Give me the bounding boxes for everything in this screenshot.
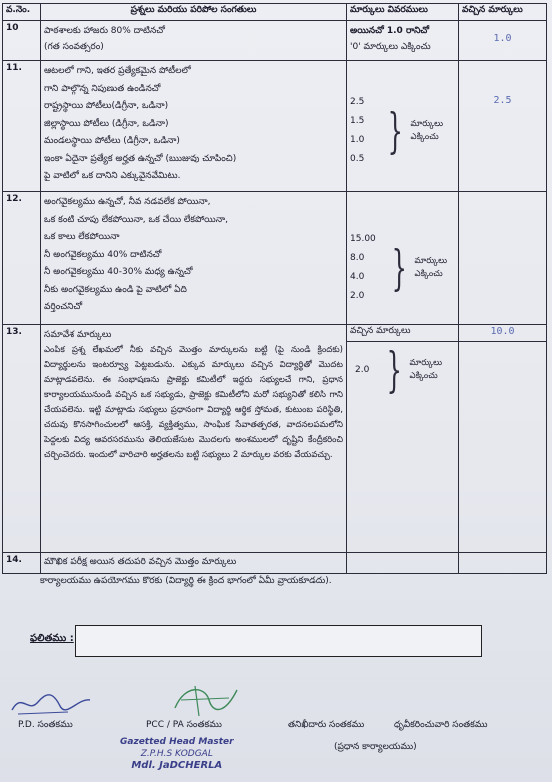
question-line: గాని పాల్గొన్న నిపుణుత ఉండినచో [44,83,161,94]
marks-value: 15.00 [350,234,376,244]
stamp-line: Z.P.H.S KODGAL [140,749,213,759]
marks-value: 0.5 [350,154,365,164]
row-question [41,553,347,574]
verifier-signature-label: తనిఖీదారు సంతకము [288,720,365,730]
section-title: సమావేశ మార్కులు [44,330,112,340]
question-line: ఒక కంటి చూపు లేకపోయినా, ఒక చేయి లేకపోయినా, [44,214,228,225]
marks-group [350,230,455,306]
head-master-stamp [120,736,234,772]
approver-signature-label: ధృవీకరించువారి సంతకము [394,720,488,730]
header-question: ప్రశ్నలు మరియు పరిపోల సంగతులు [41,4,347,21]
marks-line: '0' మార్కులు ఎక్కించు [350,42,431,52]
marks-detail [347,21,459,61]
awarded-cell [459,192,547,325]
question-line: జిల్లాస్థాయి పోటీలు (డిగ్రీనా, ఒడినా) [44,118,169,129]
header-awarded: వచ్చిన మార్కులు [459,4,547,21]
question-line: (గత సంవత్సరం) [44,42,104,52]
marks-subheader: వచ్చిన మార్కులు [347,325,458,342]
marks-value: 8.0 [350,253,365,263]
question-line: ఒక కాలు లేకపోయినా [44,232,120,242]
question-line: రాష్ట్రస్థాయి పోటీలు(డిగ్రీనా, ఒడినా) [44,101,169,111]
marks-value: 4.0 [350,272,365,282]
stamp-line: Gazetted Head Master [120,737,234,747]
question-line: మౌఖిక పరీక్ష అయిన తదుపరి వచ్చిన మొత్తం మార్కులు [44,557,237,567]
awarded-cell [459,325,547,553]
marks-label: ఎక్కించు [410,132,439,142]
marks-group [350,93,455,169]
pd-signature-label: P.D. సంతకము [18,720,73,730]
marks-label: మార్కులు [410,119,444,129]
marks-detail [347,192,459,325]
result-label: ఫలితము : [30,633,74,644]
table-row [3,61,547,192]
header-marks-detail: మార్కులు వివరములు [347,4,459,21]
stamp-line: Mdl. JaDCHERLA [131,760,223,771]
row-question [41,192,347,325]
brace-icon: } [391,240,407,296]
awarded-value: 10.0 [459,325,546,342]
question-line: నీ అంగవైకల్యము 40-30% మధ్య ఉన్నచో [44,267,193,277]
marks-value: 1.0 [350,135,365,145]
question-line: ఆటలలో గాని, ఇతర ప్రత్యేకమైన పోటీలలో [44,66,191,76]
question-line: పై వాటిలో ఒక దానిని ఎక్కువైనవేమిటు. [44,171,181,181]
marks-value: 1.5 [350,116,365,126]
marks-label: ఎక్కించు [414,269,443,279]
question-line: మండలస్థాయి పోటీలు (డిగ్రీనా, ఒడినా) [44,136,180,146]
pcc-signature-label: PCC / PA సంతకము [146,720,222,730]
marks-line: అయినచో 1.0 రానిచో [350,26,430,36]
result-field[interactable] [75,625,482,657]
awarded-cell [459,21,547,61]
pd-signature-icon [8,688,98,718]
brace-icon: } [386,342,402,398]
row-question [41,325,347,553]
table-row [3,21,547,61]
table-row [3,553,547,574]
office-use-note: కార్యాలయము ఉపయోగము కొరకు (విద్యార్థి ఈ క్రింద భాగంలో ఏమీ వ్రాయకూడదు). [40,576,332,586]
question-line: అంగవైకల్యము ఉన్నచో, నీవ నడవలేక పోయినా, [44,197,211,207]
approver-subtitle: (ప్రధాన కార్యాలయము) [334,742,417,752]
pcc-signature-icon [165,680,245,720]
awarded-cell [459,553,547,574]
row-number: 13. [3,325,41,553]
row-number: 11. [3,61,41,192]
brace-icon: } [387,103,403,159]
marks-label: మార్కులు [409,358,443,368]
row-number: 12. [3,192,41,325]
row-question [41,21,347,61]
marks-detail [347,325,459,553]
question-line: నీకు అంగవైకల్యము ఉండి పై వాటిలో ఏది [44,284,187,295]
table-row [3,192,547,325]
question-line: నీ అంగవైకల్యము 40% దాటినచో [44,249,162,260]
marks-value: 2.0 [350,291,365,301]
question-line: ఇంకా ఏదైనా ప్రత్యేక అర్హత ఉన్నచో (ఋజువు చూపించి) [44,153,237,164]
table-header-row [3,4,547,21]
marks-label: మార్కులు [414,256,448,266]
row-number: 10 [3,21,41,61]
question-line: వర్తించనిచో [44,302,83,312]
row-question [41,61,347,192]
row-number: 14. [3,553,41,574]
header-no: వ.నెం. [3,4,41,21]
question-line: పాఠశాలకు హాజరు 80% దాటినచో [44,26,165,36]
marks-label: ఎక్కించు [409,371,438,381]
marks-value: 2.0 [355,364,370,375]
awarded-cell [459,61,547,192]
table-row [3,325,547,553]
marks-detail [347,61,459,192]
interview-paragraph: ఎంపిక ప్రశ్న లేఖమలో నీకు వచ్చిన మొత్తం మార్కులను బట్టి (పై నుండి క్రిందకు) విద్యార్థులను ఇంటర్వ్యూ పెట్టబడును. ఎక్కువ మార్కులు వచ్చిన విద్యార్థితో మొదట మాట్లాడవలెను. ఈ సంభాషణను ప్రాజెక్టు కమిటీలో ఇద్దరు సభ్యులచే గాని, ప్రధాన కార్యాలయమునుండి వచ్చిన ఒక సభ్యుడు, ప్రాజెక్టు కమిటీలోని మరో సభ్యునితో కలిసి గాని చేయవలెను. ఇట్టి మాట్లాడు సభ్యులు ప్రధానంగా విద్యార్థి ఆర్థిక స్తోమత, కుటుంబ పరిస్థితి, చదువు కొనసాగించులలో ఆసక్తి, వ్యక్తిత్వము, సాంఘిక సేవాతత్పరత, వాదనలపమలోని పెద్దలకు విద్య ఆవరసరమును తెలియజేసుట మొదలగు అంశములలో దృష్టిని కేంద్రీకరించి చర్చించెదరు. ఇందులో వారిచారి అర్హతలను బట్టి సభ్యులు 2 మార్కుల వరకు వేయవచ్చు. [44,345,343,460]
marks-group [347,342,458,398]
marks-table [2,3,547,574]
marks-detail [347,553,459,574]
marks-value: 2.5 [350,97,365,107]
awarded-value: 2.5 [493,95,512,106]
awarded-value: 1.0 [493,33,512,44]
